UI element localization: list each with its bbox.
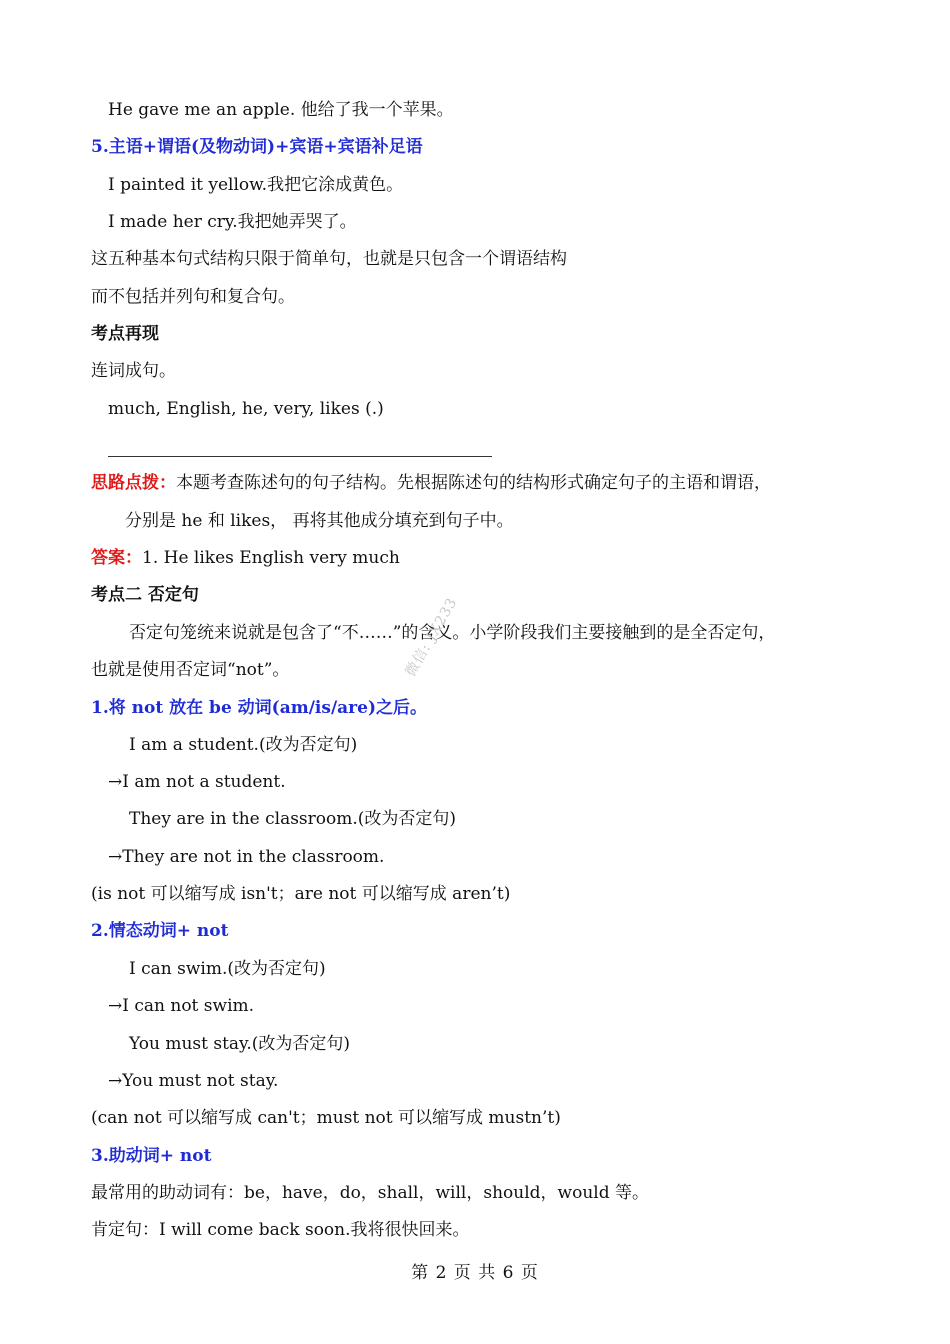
answer-label: 答案： bbox=[91, 548, 142, 568]
rule-heading-3: 3.助动词+ not bbox=[91, 1146, 212, 1166]
example-stay: You must stay.(改为否定句) bbox=[129, 1034, 351, 1054]
negation-paragraph-1: 否定句笼统来说就是包含了“不……”的含义。小学阶段我们主要接触到的是全否定句， bbox=[129, 623, 776, 643]
section-heading-5: 5.主语+谓语(及物动词)+宾语+宾语补足语 bbox=[91, 137, 423, 157]
kaodian2-title: 考点二 否定句 bbox=[91, 585, 199, 605]
example-student: I am a student.(改为否定句) bbox=[129, 735, 358, 755]
watermark: 微信: JX233 bbox=[402, 594, 461, 680]
paragraph-summary-2: 而不包括并列句和复合句。 bbox=[91, 287, 295, 307]
answer-blank-line bbox=[108, 456, 492, 457]
example-stay-answer: →You must not stay. bbox=[108, 1071, 279, 1091]
example-classroom: They are in the classroom.(改为否定句) bbox=[129, 809, 457, 829]
paragraph-summary-1: 这五种基本句式结构只限于简单句，也就是只包含一个谓语结构 bbox=[91, 249, 567, 269]
positive-sentence-example: 肯定句：I will come back soon.我将很快回来。 bbox=[91, 1220, 470, 1240]
example-classroom-answer: →They are not in the classroom. bbox=[108, 847, 385, 867]
note-be-contraction: (is not 可以缩写成 isn't；are not 可以缩写成 aren’t) bbox=[91, 884, 511, 904]
hint-line bbox=[91, 472, 771, 494]
example-swim-answer: →I can not swim. bbox=[108, 996, 255, 1016]
rule-heading-1: 1.将 not 放在 be 动词(am/is/are)之后。 bbox=[91, 698, 427, 718]
hint-continuation: 分别是 he 和 likes， 再将其他成分填充到句子中。 bbox=[125, 511, 514, 531]
kaodian-title: 考点再现 bbox=[91, 324, 159, 344]
negation-paragraph-2: 也就是使用否定词“not”。 bbox=[91, 660, 290, 680]
sentence-example-gave: He gave me an apple. 他给了我一个苹果。 bbox=[108, 100, 454, 120]
answer-line bbox=[91, 547, 400, 569]
auxiliary-verbs-list: 最常用的助动词有：be，have，do，shall，will，should，would 等。 bbox=[91, 1183, 649, 1203]
example-swim: I can swim.(改为否定句) bbox=[129, 959, 326, 979]
hint-text: 本题考查陈述句的句子结构。先根据陈述句的结构形式确定句子的主语和谓语， bbox=[176, 473, 771, 493]
sentence-example-made: I made her cry.我把她弄哭了。 bbox=[108, 212, 357, 232]
rule-heading-2: 2.情态动词+ not bbox=[91, 921, 229, 941]
hint-label: 思路点拨： bbox=[91, 473, 176, 493]
note-modal-contraction: (can not 可以缩写成 can't；must not 可以缩写成 mustn’t) bbox=[91, 1108, 561, 1128]
exercise-instruction: 连词成句。 bbox=[91, 361, 176, 381]
sentence-example-painted: I painted it yellow.我把它涂成黄色。 bbox=[108, 175, 404, 195]
page-footer: 第 2 页 共 6 页 bbox=[411, 1263, 539, 1283]
exercise-words: much, English, he, very, likes (.) bbox=[108, 399, 384, 419]
answer-text: 1. He likes English very much bbox=[142, 548, 400, 568]
example-student-answer: →I am not a student. bbox=[108, 772, 286, 792]
